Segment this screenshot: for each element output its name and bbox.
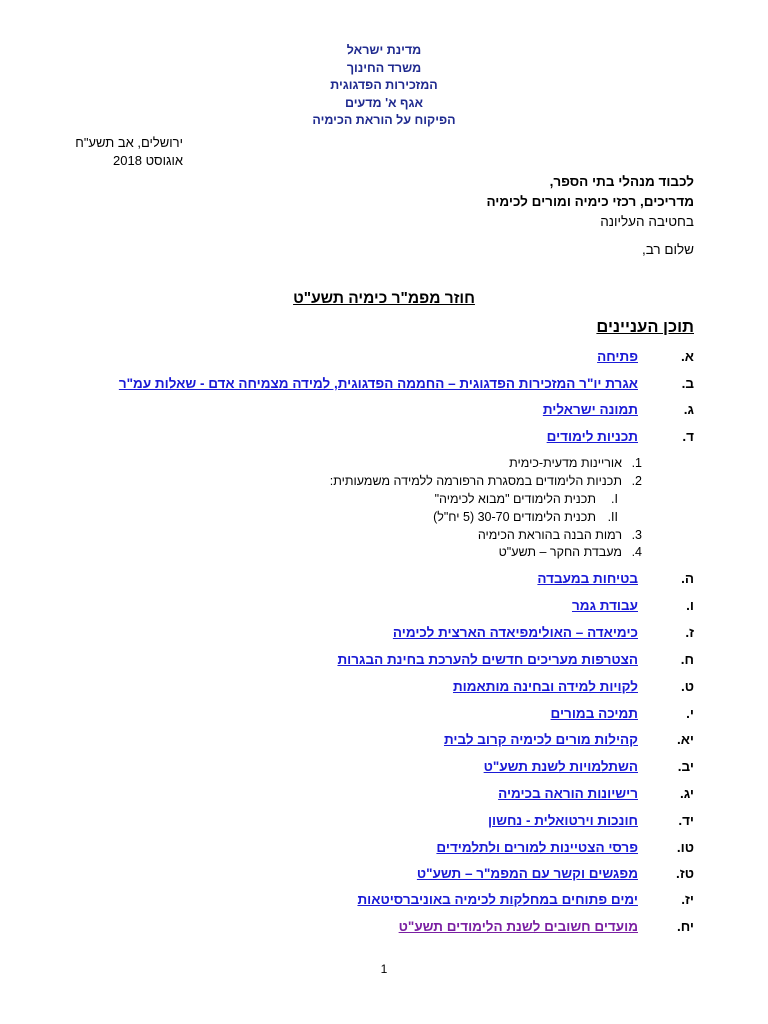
letterhead-line-ministry: משרד החינוך [346,60,422,75]
date-block [75,134,183,170]
toc-item-letter: ה. [681,571,694,586]
toc-subsubitem-text: תכנית הלימודים 30-70 (5 יח"ל) [433,510,596,524]
toc-link[interactable]: פתיחה [597,349,638,364]
toc-subsubitem-text: תכנית הלימודים "מבוא לכימיה" [434,492,596,506]
greeting: שלום רב, [641,242,694,257]
toc-link[interactable]: קהילות מורים לכימיה קרוב לבית [443,732,638,747]
toc-subitem-number: 3. [631,528,642,542]
toc-link[interactable]: תמונה ישראלית [542,402,638,417]
toc-item-letter: יז. [681,892,694,907]
toc-link[interactable]: לקויות למידה ובחינה מותאמות [452,679,638,694]
toc-item-letter: י. [686,706,694,721]
date-gregorian: אוגוסט 2018 [113,153,183,168]
toc-subitem-text: אוריינות מדעית-כימית [509,456,622,470]
addressee-line-3: בחטיבה העליונה [600,214,694,229]
document-title: חוזר מפמ"ר כימיה תשע"ט [293,290,475,307]
toc-item-letter: יב. [677,759,694,774]
toc-item-letter: יד. [678,813,694,828]
toc-link[interactable]: כימיאדה – האולימפיאדה הארצית לכימיה [392,625,638,640]
toc-item-letter: א. [681,349,694,364]
toc-link[interactable]: בטיחות במעבדה [537,571,638,586]
toc-subsubitem-number: II. [607,510,618,524]
toc-subitem [330,473,642,490]
toc-subsubitem [435,491,618,508]
toc-link[interactable]: ימים פתוחים במחלקות לכימיה באוניברסיטאות [357,892,638,907]
toc-item-letter: ב. [681,376,694,391]
toc-subitem [478,527,642,544]
toc-subitem-text: רמות הבנה בהוראת הכימיה [477,528,622,542]
date-hebrew: ירושלים, אב תשע"ח [75,135,183,150]
toc-item-letter: טו. [676,840,694,855]
toc-link[interactable]: תמיכה במורים [550,706,638,721]
letterhead-line-division: אגף א' מדעים [345,95,423,110]
toc-subitem-number: 4. [631,545,642,559]
addressee [486,172,694,232]
toc-link[interactable]: רישיונות הוראה בכימיה [498,786,638,801]
toc-subsubitem-number: I. [611,492,618,506]
toc-link[interactable]: הצטרפות מעריכים חדשים להערכת בחינת הבגרות [337,652,638,667]
letterhead [0,42,768,130]
toc-link[interactable]: חונכות וירטואלית - נחשון [487,813,638,828]
toc-subitem [499,544,642,561]
toc-link[interactable]: פרסי הצטיינות למורים ולתלמידים [436,840,638,855]
toc-item-letter: טז. [676,866,694,881]
toc-item-letter: ט. [680,679,694,694]
toc-item-letter: יג. [679,786,694,801]
toc-item-letter: ח. [680,652,694,667]
toc-item-letter: ג. [683,402,694,417]
toc-item-letter: יא. [676,732,694,747]
toc-link[interactable]: השתלמויות לשנת תשע"ט [483,759,638,774]
toc-heading: תוכן העניינים [596,318,694,336]
toc-subitem [509,455,642,472]
toc-subitem-text: מעבדת החקר – תשע"ט [498,545,622,559]
page-number: 1 [380,962,388,976]
addressee-line-2: מדריכים, רכזי כימיה ומורים לכימיה [486,194,694,209]
toc-link[interactable]: מפגשים וקשר עם המפמ"ר – תשע"ט [416,866,638,881]
toc-item-letter: ז. [685,625,694,640]
toc-subitem-text: תכניות הלימודים במסגרת הרפורמה ללמידה משמעותית: [329,474,622,488]
letterhead-line-secretariat: המזכירות הפדגוגית [330,78,438,92]
toc-subsubitem [433,509,618,526]
toc-link[interactable]: תכניות לימודים [546,429,638,444]
toc-item-letter: יח. [676,919,694,934]
toc-item-letter: ד. [682,429,694,444]
letterhead-line-state: מדינת ישראל [346,43,422,57]
addressee-line-1: לכבוד מנהלי בתי הספר, [549,174,694,189]
toc-link[interactable]: עבודת גמר [571,598,638,613]
toc-subitem-number: 1. [631,456,642,470]
letterhead-line-supervision: הפיקוח על הוראת הכימיה [312,113,456,127]
toc-item-letter: ו. [686,598,694,613]
toc-subitem-number: 2. [631,474,642,488]
toc-link[interactable]: מועדים חשובים לשנת הלימודים תשע"ט [398,919,638,934]
toc-link[interactable]: אגרת יו"ר המזכירות הפדגוגית – החממה הפדגוגית, למידה מצמיחה אדם - שאלות עמ"ר [118,376,638,391]
